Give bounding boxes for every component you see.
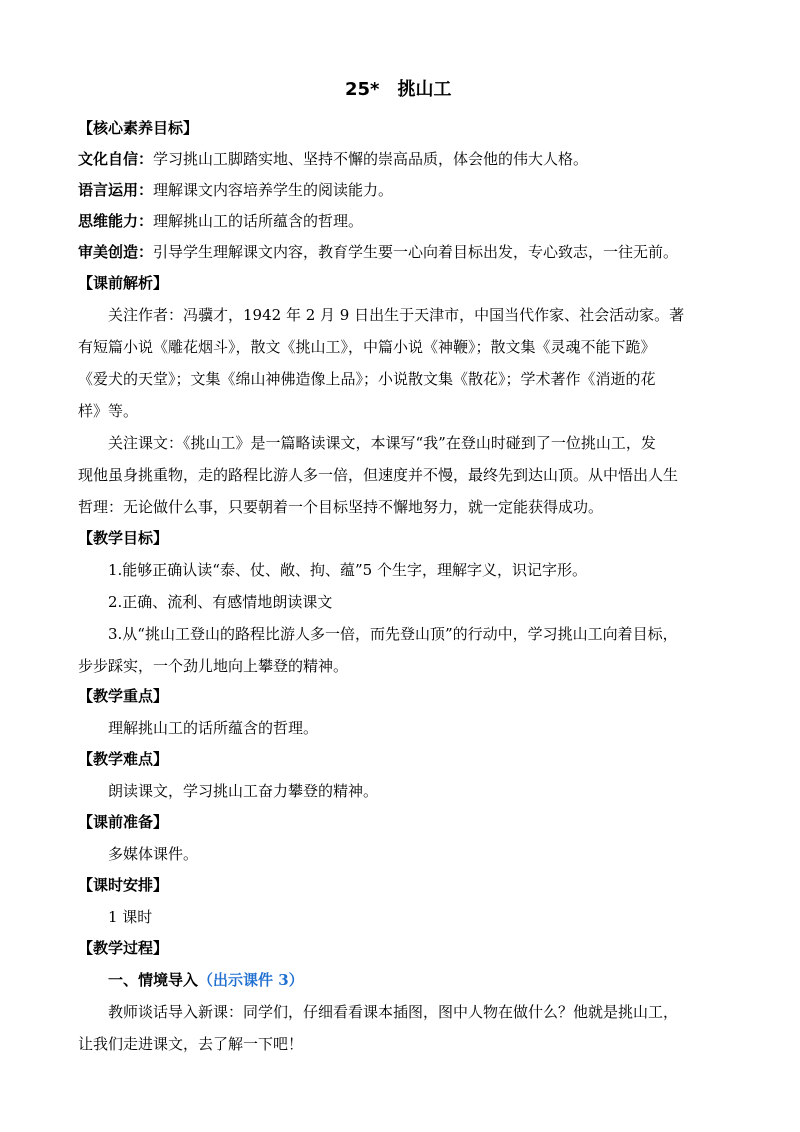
- core-text: 学习挑山工脚踏实地、坚持不懈的崇高品质，体会他的伟大人格。: [153, 150, 589, 168]
- text-line: 哲理：无论做什么事，只要朝着一个目标坚持不懈地努力，就一定能获得成功。: [78, 498, 604, 516]
- core-text: 理解课文内容培养学生的阅读能力。: [153, 181, 394, 199]
- core-language: [78, 180, 393, 200]
- core-label: 审美创造：: [78, 243, 154, 261]
- step1-courseware-note: （出示课件 3）: [198, 971, 304, 989]
- time-heading: 【课时安排】: [78, 876, 169, 894]
- core-culture: [78, 149, 588, 169]
- intro-line: 教师谈话导入新课：同学们，仔细看看课本插图，图中人物在做什么？他就是挑山工，: [108, 1003, 679, 1021]
- goal-item: 2.正确、流利、有感情地朗读课文: [108, 593, 333, 611]
- step1-heading: [108, 970, 304, 990]
- text-line: 现他虽身挑重物，走的路程比游人多一倍，但速度并不慢，最终先到达山顶。从中悟出人生: [78, 466, 679, 484]
- author-line: 样》等。: [78, 402, 139, 420]
- text-line: 关注课文：《挑山工》是一篇略读课文，本课写“我”在登山时碰到了一位挑山工，发: [108, 434, 656, 452]
- intro-line: 让我们走进课文，去了解一下吧！: [78, 1035, 304, 1053]
- difficulty-text: 朗读课文，学习挑山工奋力攀登的精神。: [108, 782, 379, 800]
- author-line: 有短篇小说《雕花烟斗》，散文《挑山工》，中篇小说《神鞭》；散文集《灵魂不能下跪》: [78, 338, 656, 356]
- step1-label: 一、情境导入: [108, 971, 199, 989]
- key-heading: 【教学重点】: [78, 687, 169, 705]
- goal-item: 1.能够正确认读“泰、仗、敞、拘、蕴”5 个生字，理解字义，识记字形。: [108, 561, 587, 579]
- process-heading: 【教学过程】: [78, 939, 169, 957]
- goal-item: 3.从“挑山工登山的路程比游人多一倍，而先登山顶”的行动中，学习挑山工向着目标，: [108, 625, 678, 643]
- core-aesthetic: [78, 242, 678, 262]
- core-text: 理解挑山工的话所蕴含的哲理。: [153, 212, 364, 230]
- key-text: 理解挑山工的话所蕴含的哲理。: [108, 719, 319, 737]
- goals-heading: 【教学目标】: [78, 529, 169, 547]
- core-text: 引导学生理解课文内容，教育学生要一心向着目标出发，专心致志，一往无前。: [153, 243, 679, 261]
- prep-heading: 【课前准备】: [78, 813, 169, 831]
- author-line: 关注作者：冯骥才，1942 年 2 月 9 日出生于天津市，中国当代作家、社会活动家。著: [108, 306, 685, 324]
- core-heading: 【核心素养目标】: [78, 119, 199, 137]
- difficulty-heading: 【教学难点】: [78, 750, 169, 768]
- author-line: 《爱犬的天堂》；文集《绵山神佛造像上品》；小说散文集《散花》；学术著作《消逝的花: [78, 370, 656, 388]
- page-title: 25* 挑山工: [345, 79, 452, 100]
- time-text: 1 课时: [108, 908, 153, 926]
- core-label: 思维能力：: [78, 212, 154, 230]
- analysis-heading: 【课前解析】: [78, 274, 169, 292]
- goal-item-continued: 步步踩实，一个劲儿地向上攀登的精神。: [78, 657, 349, 675]
- core-label: 语言运用：: [78, 181, 154, 199]
- prep-text: 多媒体课件。: [108, 845, 199, 863]
- core-label: 文化自信：: [78, 150, 154, 168]
- core-thinking: [78, 211, 363, 231]
